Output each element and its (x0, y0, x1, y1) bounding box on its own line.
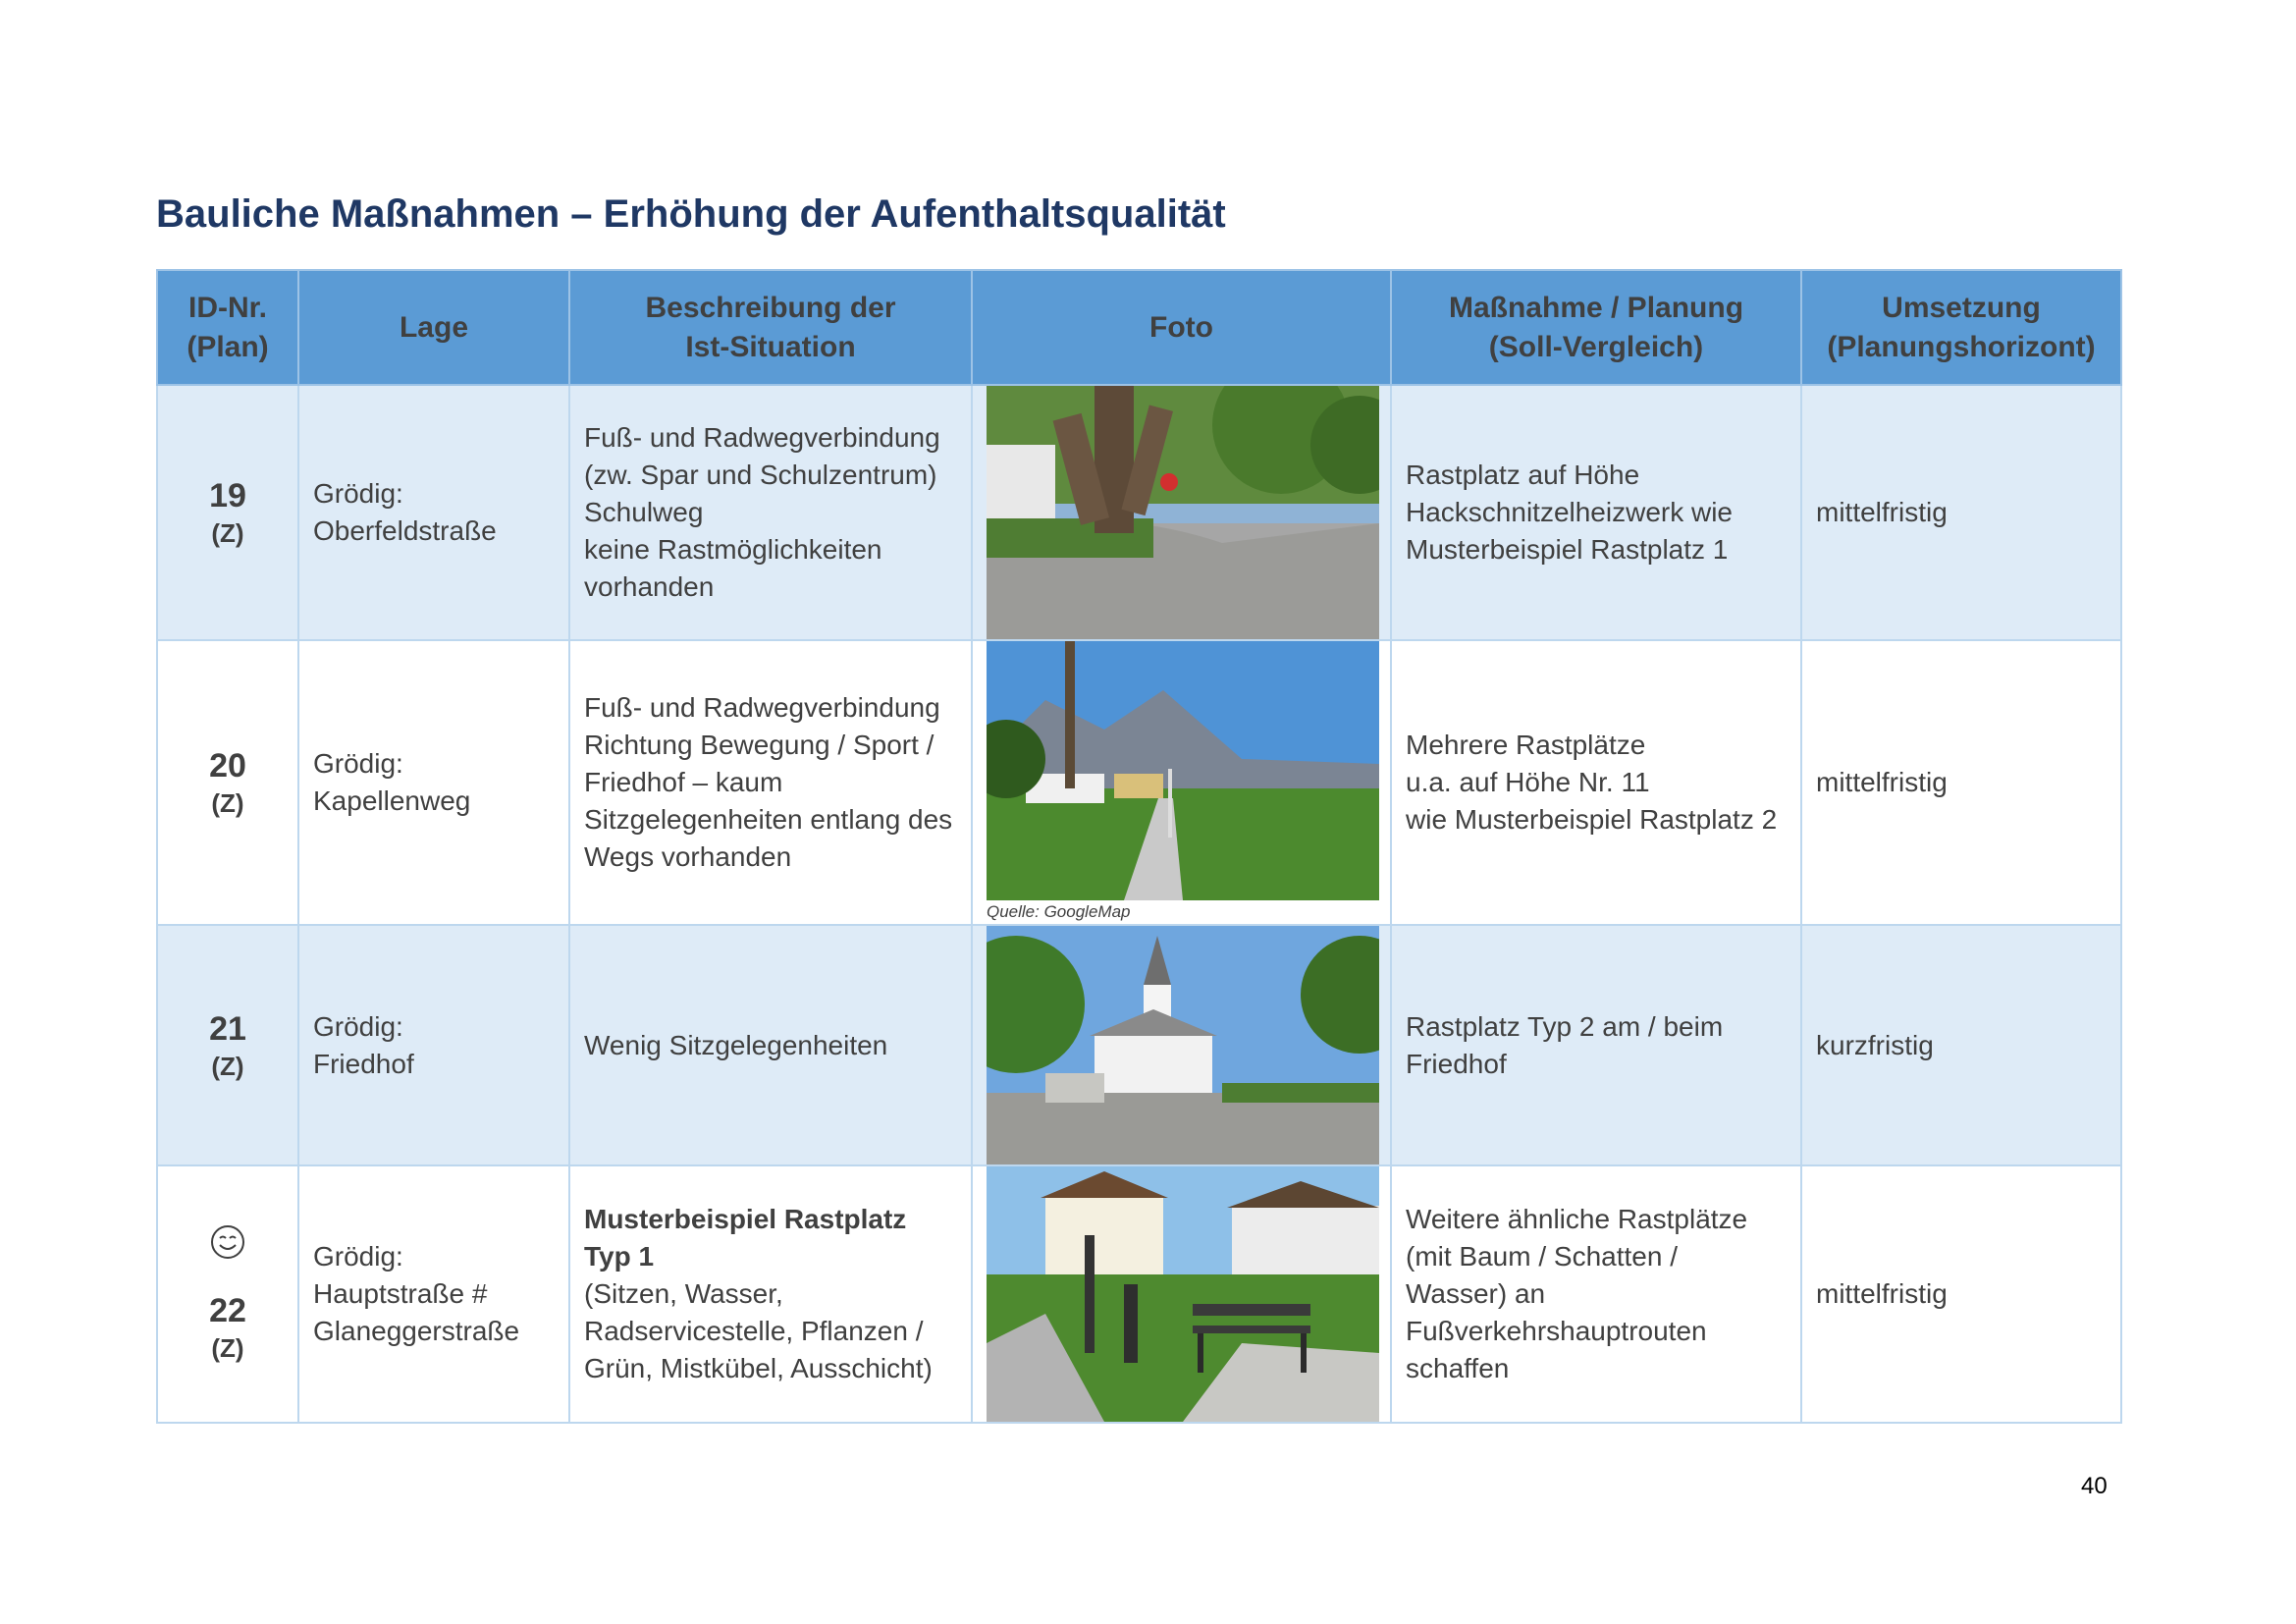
row-massnahme: Weitere ähnliche Rastplätze (mit Baum / Schatten / Wasser) an Fußverkehrshauptrouten schaffen (1391, 1165, 1801, 1423)
row-massnahme: Rastplatz auf Höhe Hackschnitzelheizwerk wie Musterbeispiel Rastplatz 1 (1391, 385, 1801, 640)
row-umsetzung: mittelfristig (1801, 385, 2121, 640)
page-number: 40 (2081, 1473, 2108, 1499)
page-title: Bauliche Maßnahmen – Erhöhung der Aufenthaltsqualität (156, 192, 1226, 236)
row-beschreibung: Fuß- und Radwegverbindung Richtung Bewegung / Sport / Friedhof – kaum Sitzgelegenheiten entlang des Wegs vorhanden (569, 640, 972, 925)
row-massnahme: Mehrere Rastplätze u.a. auf Höhe Nr. 11 wie Musterbeispiel Rastplatz 2 (1391, 640, 1801, 925)
mountain-path-photo (987, 641, 1379, 900)
header-massnahme: Maßnahme / Planung (Soll-Vergleich) (1391, 270, 1801, 385)
row-id: 21 (Z) (157, 925, 298, 1165)
table-row (157, 925, 2121, 1165)
row-id: 22 (Z) (157, 1165, 298, 1423)
row-photo (972, 385, 1391, 640)
row-lage: Grödig: Kapellenweg (298, 640, 569, 925)
row-beschreibung: Wenig Sitzgelegenheiten (569, 925, 972, 1165)
row-umsetzung: mittelfristig (1801, 1165, 2121, 1423)
smiley-icon (209, 1223, 246, 1261)
row-lage: Grödig: Oberfeldstraße (298, 385, 569, 640)
row-id: 20 (Z) (157, 640, 298, 925)
row-lage: Grödig: Friedhof (298, 925, 569, 1165)
header-foto: Foto (972, 270, 1391, 385)
measures-table (156, 269, 2122, 1424)
row-photo (972, 1165, 1391, 1423)
row-lage: Grödig: Hauptstraße # Glaneggerstraße (298, 1165, 569, 1423)
row-umsetzung: mittelfristig (1801, 640, 2121, 925)
row-photo (972, 925, 1391, 1165)
row-beschreibung: Fuß- und Radwegverbindung (zw. Spar und Schulzentrum) Schulweg keine Rastmöglichkeiten vorhanden (569, 385, 972, 640)
table-row (157, 640, 2121, 925)
row-massnahme: Rastplatz Typ 2 am / beim Friedhof (1391, 925, 1801, 1165)
row-beschreibung: Musterbeispiel Rastplatz Typ 1 (Sitzen, Wasser, Radservicestelle, Pflanzen / Grün, Mistkübel, Ausschicht) (569, 1165, 972, 1423)
header-id: ID-Nr. (Plan) (157, 270, 298, 385)
table-header-row (157, 270, 2121, 385)
table-row (157, 1165, 2121, 1423)
table-row (157, 385, 2121, 640)
church-photo (987, 926, 1379, 1164)
header-beschreibung: Beschreibung der Ist-Situation (569, 270, 972, 385)
row-photo (972, 640, 1391, 925)
tree-path-photo (987, 386, 1379, 639)
row-id: 19 (Z) (157, 385, 298, 640)
photo-caption: Quelle: GoogleMap (987, 902, 1131, 921)
rest-area-bench-photo (987, 1166, 1379, 1422)
header-lage: Lage (298, 270, 569, 385)
row-umsetzung: kurzfristig (1801, 925, 2121, 1165)
header-umsetzung: Umsetzung (Planungshorizont) (1801, 270, 2121, 385)
